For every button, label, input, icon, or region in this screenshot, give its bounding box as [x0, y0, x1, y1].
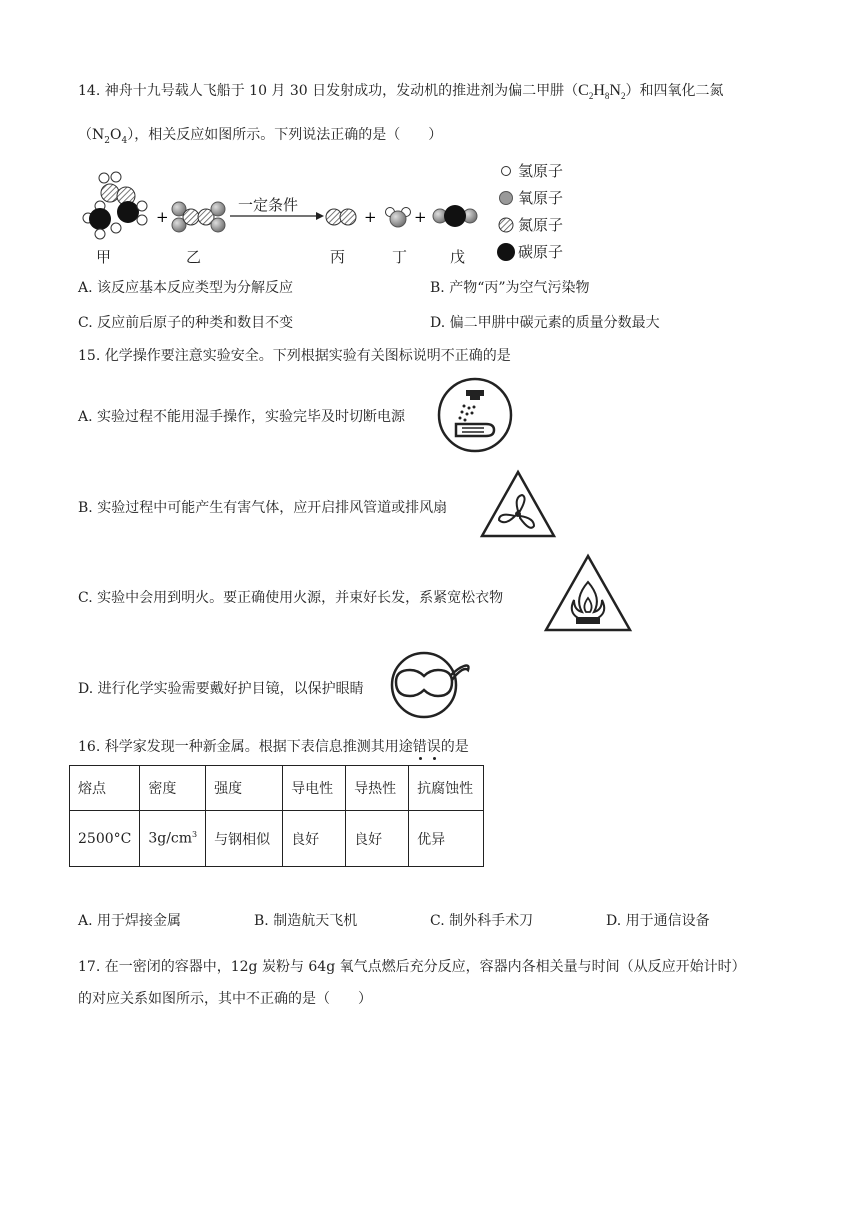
- header-cell: 熔点: [70, 766, 140, 811]
- formula-n2o4-n: N: [92, 127, 105, 143]
- q16-stem-text: 16. 科学家发现一种新金属。根据下表信息推测其用途: [78, 739, 413, 755]
- q14-option-c[interactable]: C. 反应前后原子的种类和数目不变: [78, 315, 294, 331]
- table-cell: 优异: [409, 811, 484, 867]
- q16-option-d[interactable]: D. 用于通信设备: [606, 913, 710, 929]
- exhaust-fan-icon: [478, 468, 558, 540]
- label-yi: 乙: [186, 248, 202, 266]
- molecule-bing: [326, 209, 356, 225]
- reaction-diagram: [80, 160, 480, 270]
- molecule-ding: [386, 208, 411, 228]
- formula-c-sub: 2: [588, 91, 594, 102]
- molecule-jia: [83, 172, 147, 239]
- label-bing: 丙: [330, 248, 346, 266]
- q14-stem-part3: ，相关反应如图所示。下列说法正确的是（ ）: [134, 127, 443, 143]
- density-value: 3g/cm: [148, 830, 193, 847]
- table-header-row: [70, 766, 484, 811]
- plus-1: +: [156, 208, 169, 226]
- density-sup: 3: [192, 830, 198, 840]
- legend-hydrogen: [496, 160, 563, 181]
- q15-option-a[interactable]: A. 实验过程不能用湿手操作，实验完毕及时切断电源: [78, 409, 406, 425]
- q14-option-d[interactable]: D. 偏二甲肼中碳元素的质量分数最大: [430, 315, 660, 331]
- legend-carbon: [496, 241, 563, 262]
- legend-nitrogen: [496, 214, 563, 235]
- q16-stem-text: 的是: [440, 739, 469, 755]
- paren-close: ）: [127, 127, 135, 143]
- header-cell: 导电性: [283, 766, 346, 811]
- q14-option-a[interactable]: A. 该反应基本反应类型为分解反应: [78, 280, 294, 296]
- q15-option-c[interactable]: C. 实验中会用到明火。要正确使用火源，并束好长发，系紧宽松衣物: [78, 590, 504, 606]
- legend-label: 氧原子: [518, 189, 564, 207]
- formula-c: C: [578, 82, 589, 99]
- label-wu: 戊: [450, 248, 466, 266]
- formula-n2o4-o: O: [109, 127, 122, 143]
- paren-open: （: [78, 127, 92, 143]
- q15-option-b[interactable]: B. 实验过程中可能产生有害气体，应开启排风管道或排风扇: [78, 500, 448, 516]
- formula-h: H: [593, 82, 605, 99]
- legend-label: 氮原子: [518, 216, 564, 234]
- table-cell: [140, 811, 206, 867]
- plus-2: +: [364, 208, 377, 226]
- q14-option-b[interactable]: B. 产物“丙”为空气污染物: [430, 280, 590, 296]
- carbon-atom-icon: [496, 242, 518, 262]
- oxygen-atom-icon: [496, 189, 518, 207]
- legend-oxygen: [496, 187, 563, 208]
- nitrogen-atom-icon: [496, 216, 518, 234]
- q17-line2: 的对应关系如图所示，其中不正确的是（ ）: [78, 991, 372, 1007]
- formula-n2o4-n-sub: 2: [104, 135, 110, 146]
- q16-option-b[interactable]: B. 制造航天飞机: [254, 913, 358, 929]
- header-cell: 导热性: [346, 766, 409, 811]
- open-flame-icon: [542, 552, 634, 634]
- q15-stem: 15. 化学操作要注意实验安全。下列根据实验有关图标说明不正确的是: [78, 348, 511, 364]
- goggles-icon: [388, 650, 472, 720]
- q16-option-c[interactable]: C. 制外科手术刀: [430, 913, 534, 929]
- hydrogen-atom-icon: [496, 162, 518, 180]
- table-cell: 2500°C: [70, 811, 140, 867]
- header-cell: 强度: [206, 766, 283, 811]
- legend-label: 碳原子: [518, 243, 564, 261]
- formula-h-sub: 8: [604, 91, 610, 102]
- formula-n-sub: 2: [620, 91, 626, 102]
- q17-line1: 17. 在一密闭的容器中，12g 炭粉与 64g 氧气点燃后充分反应，容器内各相关量与时间（从反应开始计时）: [78, 959, 746, 975]
- q14-stem-part2: ）和四氧化二氮: [625, 83, 724, 99]
- q15-option-d[interactable]: D. 进行化学实验需要戴好护目镜，以保护眼睛: [78, 681, 364, 697]
- header-cell: 密度: [140, 766, 206, 811]
- legend-label: 氢原子: [518, 162, 564, 180]
- table-row: [70, 811, 484, 867]
- wash-hands-icon: [436, 376, 514, 454]
- table-cell: 良好: [283, 811, 346, 867]
- label-jia: 甲: [96, 248, 112, 266]
- q16-option-a[interactable]: A. 用于焊接金属: [78, 913, 182, 929]
- q16-stem: [78, 736, 469, 756]
- q14-line1: [78, 80, 723, 101]
- header-cell: 抗腐蚀性: [409, 766, 484, 811]
- arrow-label: 一定条件: [238, 196, 299, 214]
- molecule-wu: [433, 205, 477, 227]
- table-cell: 良好: [346, 811, 409, 867]
- table-cell: 与钢相似: [206, 811, 283, 867]
- emphasis-char: 错: [412, 739, 427, 755]
- metal-properties-table: [69, 765, 484, 867]
- formula-udmh: [578, 82, 626, 102]
- q14-line2: [78, 124, 442, 146]
- q14-stem-part1: 14. 神舟十九号载人飞船于 10 月 30 日发射成功，发动机的推进剂为偏二甲肼（: [78, 83, 579, 99]
- plus-3: +: [414, 208, 427, 226]
- formula-n: N: [609, 82, 621, 99]
- molecule-yi: [172, 202, 225, 232]
- label-ding: 丁: [392, 248, 408, 266]
- emphasis-char: 误: [426, 739, 441, 755]
- formula-n2o4-o-sub: 4: [121, 135, 128, 146]
